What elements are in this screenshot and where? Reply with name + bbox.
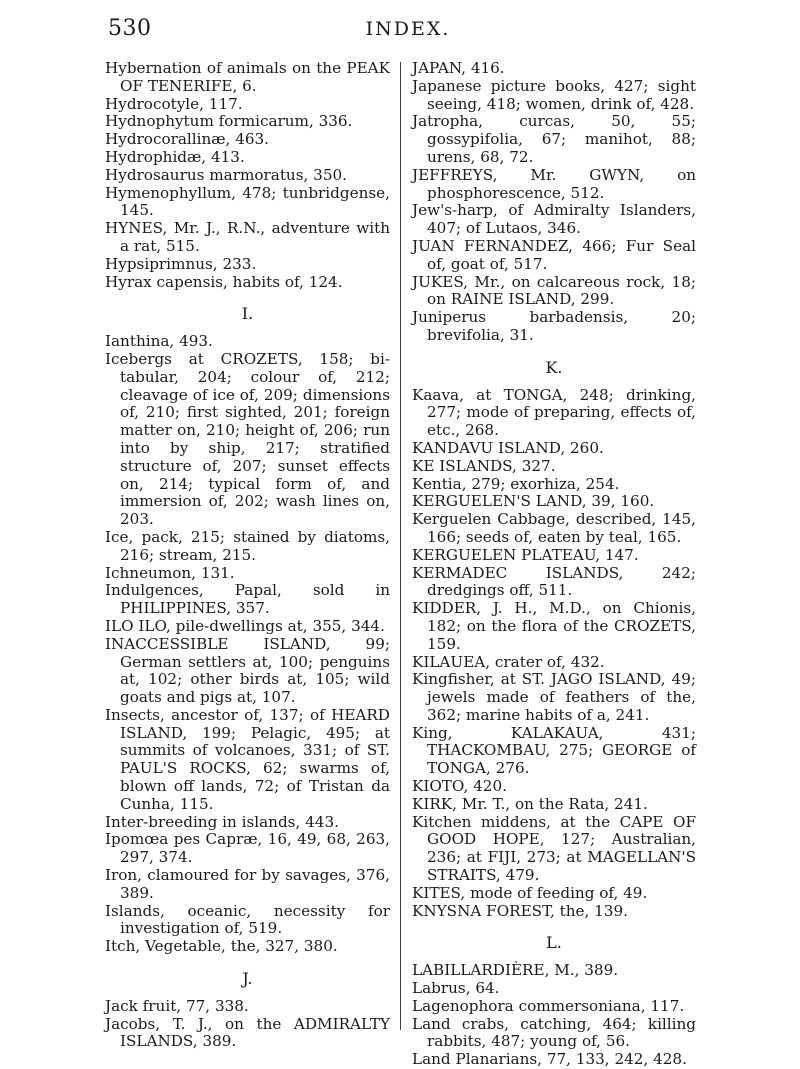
right-column (412, 60, 696, 1069)
index-entry: Icebergs at CROZETS, 158; bi-tabular, 204; colour of, 212; cleavage of ice of, 209; dimensions of, 210; first sighted, 201; foreign matter on, 210; height of, 206; run into by ship, 217; stratified structure of, 207; sunset effects on, 214; typical form of, and immersion of, 202; wash lines on, 203. (105, 349, 390, 529)
index-entry: Ichneumon, 131. (105, 563, 235, 582)
index-entry: Hydrophidæ, 413. (105, 147, 245, 166)
index-entry: Hydrocorallinæ, 463. (105, 130, 270, 149)
index-entry: JAPAN, 416. (412, 59, 505, 77)
page-number: 530 (108, 16, 152, 41)
index-entry: Kentia, 279; exorhiza, 254. (412, 474, 620, 493)
index-entry: Jew's-harp, of Admiralty Islanders, 407; of Lutaos, 346. (412, 201, 696, 238)
index-entry: LABILLARDIÈRE, M., 389. (412, 961, 619, 980)
section-heading-k: K. (545, 357, 563, 377)
index-entry: Kaava, at TONGA, 248; drinking, 277; mode of preparing, effects of, etc., 268. (412, 385, 696, 440)
index-entry: JEFFREYS, Mr. GWYN, on phosphorescence, 512. (412, 165, 696, 202)
index-entry: Indulgences, Papal, sold in PHILIPPINES, 357. (105, 581, 390, 618)
index-entry: KIRK, Mr. T., on the Rata, 241. (412, 794, 648, 813)
index-entry: KILAUEA, crater of, 432. (412, 652, 605, 671)
index-entry: KNYSNA FOREST, the, 139. (412, 901, 628, 920)
section-heading-i: I. (241, 304, 254, 324)
index-entry: Ipomœa pes Capræ, 16, 49, 68, 263, 297, 374. (105, 830, 390, 867)
index-entry: KITES, mode of feeding of, 49. (412, 883, 648, 902)
index-entry: Lagenophora commersoniana, 117. (412, 996, 685, 1015)
index-entry: JUKES, Mr., on calcareous rock, 18; on RAINE ISLAND, 299. (412, 272, 696, 309)
index-entry: Kitchen middens, at the CAPE OF GOOD HOPE, 127; Australian, 236; at FIJI, 273; at MAGELLAN'S STRAITS, 479. (412, 812, 696, 885)
index-entry: Hybernation of animals on the PEAK OF TENERIFE, 6. (105, 59, 390, 95)
section-heading-j: J. (242, 969, 253, 989)
index-entry: KERGUELEN PLATEAU, 147. (412, 545, 639, 564)
index-entry: KIOTO, 420. (412, 777, 507, 796)
running-head: INDEX. (365, 18, 451, 40)
index-entry: Hypsiprimnus, 233. (105, 254, 257, 273)
index-entry: Ianthina, 493. (105, 332, 213, 351)
index-entry: Land crabs, catching, 464; killing rabbits, 487; young of, 56. (412, 1014, 696, 1051)
index-entry: Ice, pack, 215; stained by diatoms, 216; stream, 215. (105, 527, 390, 564)
index-entry: Land Planarians, 77, 133, 242, 428. (412, 1050, 687, 1069)
section-heading-l: L. (546, 933, 562, 953)
page-header (108, 16, 708, 52)
index-entry: JUAN FERNANDEZ, 466; Fur Seal of, goat of, 517. (412, 236, 696, 273)
index-entry: Jacobs, T. J., on the ADMIRALTY ISLANDS, 389. (105, 1014, 390, 1051)
index-entry: Iron, clamoured for by savages, 376, 389. (105, 866, 390, 902)
column-divider (400, 62, 401, 1030)
index-entry: Inter-breeding in islands, 443. (105, 812, 339, 831)
index-entry: KANDAVU ISLAND, 260. (412, 438, 604, 457)
index-entry: Hydrosaurus marmoratus, 350. (105, 165, 347, 184)
index-entry: King, KALAKAUA, 431; THACKOMBAU, 275; GEORGE of TONGA, 276. (412, 723, 696, 778)
index-entry: Jack fruit, 77, 338. (105, 996, 249, 1015)
index-entry: HYNES, Mr. J., R.N., adventure with a rat, 515. (105, 219, 390, 255)
index-entry: Kerguelen Cabbage, described, 145, 166; seeds of, eaten by teal, 165. (412, 510, 696, 546)
index-entry: KIDDER, J. H., M.D., on Chionis, 182; on the flora of the CROZETS, 159. (412, 599, 696, 653)
index-entry: KE ISLANDS, 327. (412, 456, 556, 475)
index-entry: Kingfisher, at ST. JAGO ISLAND, 49; jewels made of feathers of the, 362; marine habits of a, 241. (412, 670, 696, 724)
index-entry: KERMADEC ISLANDS, 242; dredgings off, 511. (412, 563, 696, 600)
index-entry: Islands, oceanic, necessity for investigation of, 519. (105, 901, 390, 938)
index-entry: Hydrocotyle, 117. (105, 94, 243, 113)
index-entry: ILO ILO, pile-dwellings at, 355, 344. (105, 616, 385, 635)
index-entry: Itch, Vegetable, the, 327, 380. (105, 937, 338, 956)
index-entry: KERGUELEN'S LAND, 39, 160. (412, 492, 655, 511)
index-entry: Labrus, 64. (412, 979, 500, 998)
index-entry: Hymenophyllum, 478; tunbridgense, 145. (105, 183, 390, 220)
index-entry: Japanese picture books, 427; sight seeing, 418; women, drink of, 428. (412, 76, 696, 113)
index-entry: INACCESSIBLE ISLAND, 99; German settlers at, 100; penguins at, 102; other birds at, 105; wild goats and pigs at, 107. (105, 634, 390, 707)
index-entry: Jatropha, curcas, 50, 55; gossypifolia, 67; manihot, 88; urens, 68, 72. (412, 112, 696, 166)
index-entry: Juniperus barbadensis, 20; brevifolia, 31. (412, 308, 696, 344)
index-entry: Hydnophytum formicarum, 336. (105, 112, 353, 131)
left-column (105, 60, 390, 1051)
index-entry: Hyrax capensis, habits of, 124. (105, 272, 343, 291)
index-entry: Insects, ancestor of, 137; of HEARD ISLAND, 199; Pelagic, 495; at summits of volcanoes, 331; of ST. PAUL'S ROCKS, 62; swarms of, blown off lands, 72; of Tristan da Cunha, 115. (105, 705, 390, 813)
